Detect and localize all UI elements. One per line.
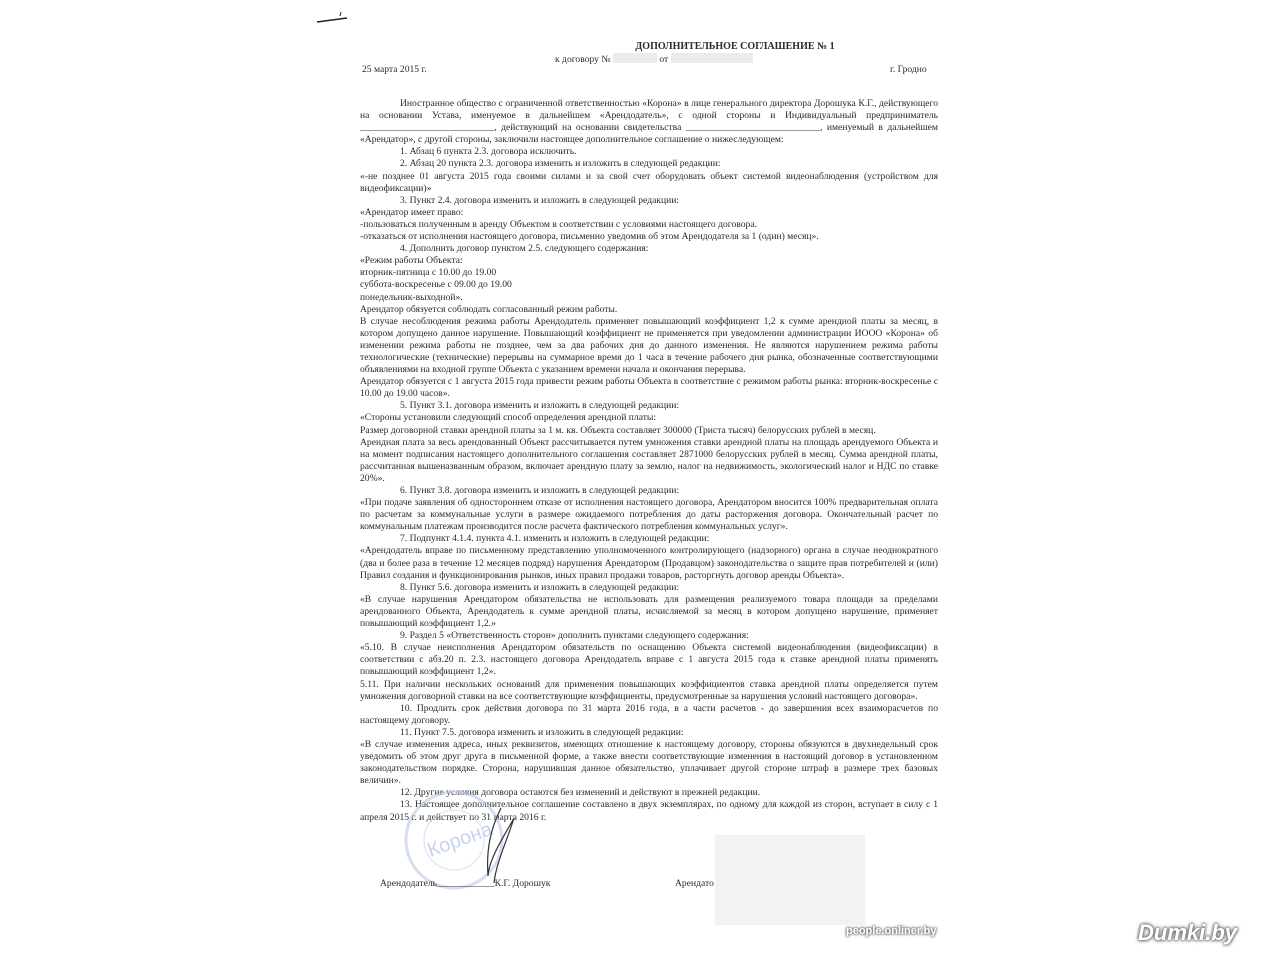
document-date: 25 марта 2015 г. — [362, 64, 427, 75]
landlord-label: Арендодатель — [380, 878, 438, 889]
tenant-signature-line — [675, 878, 714, 889]
document-paragraph: вторник-пятница с 10.00 до 19.00 — [360, 267, 497, 279]
document-paragraph: Иностранное общество с ограниченной ответственностью «Корона» в лице генерального директора Дорошука К.Г., действующего на основании Устава, именуемое в дальнейшем «Арендодатель», с одной стороны и Индивидуальный предприниматель ____________________________, действующий на основании свидетельства ____________________________, именуемый в дальнейшем «Арендатор», с другой стороны, заключили настоящее дополнительное соглашение о нижеследующем: — [360, 98, 938, 146]
redacted-date — [671, 53, 753, 63]
subtitle-from: от — [659, 54, 669, 65]
document-paragraph: 13. Настоящее дополнительное соглашение составлено в двух экземплярах, по одному для каждой из сторон, вступает в силу с 1 апреля 2015 г. и действует по 31 марта 2016 г. — [360, 799, 938, 823]
document-paragraph: «В случае нарушения Арендатором обязательства не использовать для размещения реализуемого товара площади за пределами арендованного Объекта, Арендодатель к сумме арендной платы, исчисляемой за месяц в котором допущено нарушение, применяет повышающий коэффициент 1,2.» — [360, 593, 938, 630]
document-paragraph: «-не позднее 01 августа 2015 года своими силами и за свой счет оборудовать объект системой видеонаблюдения (устройством для видеофиксации)» — [360, 170, 938, 194]
document-paragraph: Арендатор обязуется с 1 августа 2015 года привести режим работы Объекта в соответствие с режимом работы рынка: вторник-воскресенье с 10.00 до 19.00 часов». — [360, 376, 938, 400]
document-city: г. Гродно — [890, 64, 927, 75]
document-paragraph: 9. Раздел 5 «Ответственность сторон» дополнить пунктами следующего содержания: — [400, 630, 749, 642]
document-paragraph: 8. Пункт 5.6. договора изменить и изложить в следующей редакции: — [400, 581, 680, 593]
document-paragraph: 5.11. При наличии нескольких оснований для применения повышающих коэффициентов ставка арендной платы определяется путем умножения договорной ставки на все соответствующие коэффициенты, предусмотренные за нарушения условий настоящего договора». — [360, 678, 938, 702]
document-paragraph: 6. Пункт 3.8. договора изменить и изложить в следующей редакции: — [400, 485, 680, 496]
document-paragraph: «Стороны установили следующий способ определения арендной платы: — [360, 412, 657, 424]
document-paragraph: 4. Дополнить договор пунктом 2.5. следующего содержания: — [400, 243, 649, 255]
document-paragraph: «Арендатор имеет право: — [360, 206, 464, 218]
document-paragraph: 2. Абзац 20 пункта 2.3. договора изменить и изложить в следующей редакции: — [400, 158, 721, 170]
redacted-signature — [715, 835, 865, 925]
document-paragraph: «В случае изменения адреса, иных реквизитов, имеющих отношение к настоящему договору, стороны обязуются в двухнедельный срок уведомить об этом друг друга в письменной форме, а также внести соответствующие изменения в настоящий договор в установленном законодательством порядке. Сторона, нарушившая данное обязательство, уплачивает другой стороне штраф в размере трех базовых величин». — [360, 738, 938, 787]
document-paragraph: 5. Пункт 3.1. договора изменить и изложить в следующей редакции: — [400, 400, 680, 412]
document-paragraph: суббота-воскресенье с 09.00 до 19.00 — [360, 279, 512, 291]
document-title: ДОПОЛНИТЕЛЬНОЕ СОГЛАШЕНИЕ № 1 — [635, 41, 835, 52]
document-paragraph: Арендная плата за весь арендованный Объект рассчитывается путем умножения ставки арендной платы на площадь арендуемого Объекта и на момент подписания настоящего дополнительного соглашения составляет 2871000 белорусских рублей в месяц. Сумма арендной платы, рассчитанная вышеназванным образом, включает арендную плату за землю, налог на недвижимость, экологический налог и НДС по ставке 20%». — [360, 436, 938, 484]
document-paragraph: В случае несоблюдения режима работы Арендодатель применяет повышающий коэффициент 1,2 к сумме арендной платы за месяц, в котором допущено данное нарушение. Повышающий коэффициент не применяется при уведомлении администрации ИООО «Корона» об изменении режима работы не позднее, чем за два рабочих дня до данного изменения. Не являются нарушением режима работы технологические (технические) перерывы на суммарное время до 1 часа в течение рабочего дня рынка, обозначенные соответствующими объявлениями на входной группе Объекта с указанием времени начала и окончания перерыва. — [360, 315, 938, 376]
pen-mark — [315, 0, 355, 40]
document-paragraph: 7. Подпункт 4.1.4. пункта 4.1. изменить и изложить в следующей редакции: — [400, 533, 710, 545]
redacted-number — [613, 53, 657, 63]
document-paragraph: понедельник-выходной». — [360, 291, 463, 303]
document-paragraph: «Режим работы Объекта: — [360, 255, 463, 267]
document-paragraph: 10. Продлить срок действия договора по 31 марта 2016 года, в а части расчетов - до завершения всех взаиморасчетов по настоящему договору. — [360, 702, 938, 726]
document-paragraph: -пользоваться полученным в аренду Объектом в соответствии с условиями настоящего договора. — [360, 218, 758, 230]
document-paragraph: «При подаче заявления об одностороннем отказе от исполнения настоящего договора, Арендатором вносится 100% предварительная оплата по расчетам за коммунальные услуги в размере ожидаемого потребления до даты расторжения договора. Окончательный расчет по коммунальным платежам производится после расчета фактического потребления коммунальных услуг». — [360, 497, 938, 533]
source-watermark: people.onliner.by — [846, 925, 937, 937]
document-paragraph: «5.10. В случае неисполнения Арендатором обязательств по оснащению Объекта системой видеонаблюдения (видеофиксации) в соответствии с абз.20 п. 2.3. настоящего договора Арендодатель вправе с 1 августа 2015 года к ставке арендной платы применять повышающий коэффициент 1,2». — [360, 642, 938, 678]
document-paragraph: Арендатор обязуется соблюдать согласованный режим работы. — [360, 303, 618, 315]
stamp-text: Корона — [424, 818, 496, 862]
document-paragraph: «Арендодатель вправе по письменному представлению уполномоченного контролирующего (надзорного) органа в случае неоднократного (два и более раза в течение 12 месяцев подряд) нарушения Арендатором (Продавцом) законодательства о защите прав потребителей и (или) Правил создания и функционирования рынков, иных правил продажи товаров, расторгнуть договор аренды Объекта». — [360, 545, 938, 581]
document-paragraph: 3. Пункт 2.4. договора изменить и изложить в следующей редакции: — [400, 194, 680, 206]
document-paragraph: 12. Другие условия договора остаются без изменений и действуют в прежней редакции. — [400, 787, 761, 799]
document-paragraph: 1. Абзац 6 пункта 2.3. договора исключить. — [400, 146, 577, 158]
document-subtitle — [555, 53, 753, 66]
subtitle-prefix: к договору № — [555, 54, 611, 65]
landlord-signature-line: Арендодатель____________К.Г. Дорошук — [380, 878, 551, 889]
document-paragraph: -отказаться от исполнения настоящего договора, письменно уведомив об этом Арендодателя за 1 (один) месяц». — [360, 231, 819, 243]
landlord-name: К.Г. Дорошук — [494, 878, 551, 889]
site-watermark: Dumki.by — [1138, 920, 1238, 945]
document-paragraph: Размер договорной ставки арендной платы за 1 м. кв. Объекта составляет 300000 (Триста тысяч) белорусских рублей в месяц. — [360, 424, 876, 436]
document-paragraph: 11. Пункт 7.5. договора изменить и изложить в следующей редакции: — [400, 726, 684, 738]
company-stamp — [396, 788, 536, 908]
tenant-label: Арендато — [675, 878, 714, 889]
document-body — [360, 98, 938, 824]
